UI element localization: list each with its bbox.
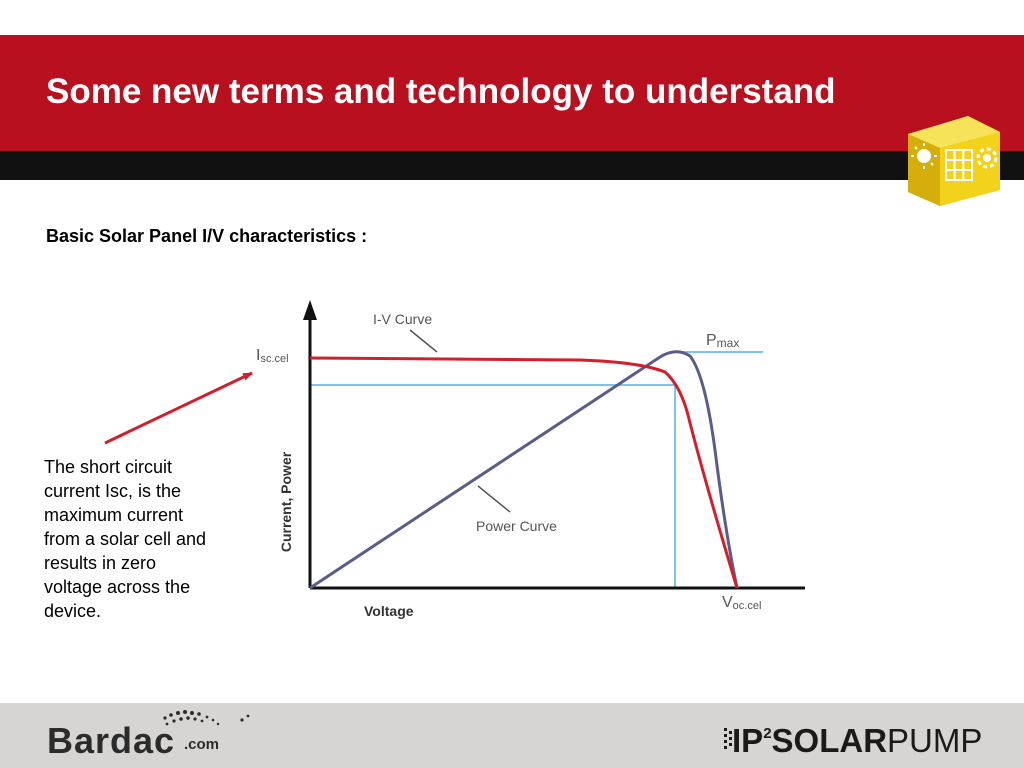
y-axis-arrow-icon bbox=[303, 300, 317, 320]
power-label-leader bbox=[478, 486, 510, 512]
power-curve bbox=[310, 352, 737, 588]
power-curve-label: Power Curve bbox=[476, 518, 557, 534]
subtitle: Basic Solar Panel I/V characteristics : bbox=[46, 226, 368, 246]
pmax-label: Pmax bbox=[706, 332, 740, 350]
slide-title: Some new terms and technology to understand bbox=[46, 72, 836, 111]
isc-label: Isc.cel bbox=[256, 347, 289, 365]
guide-lines bbox=[310, 352, 763, 588]
x-axis-label: Voltage bbox=[364, 603, 414, 619]
ip-prefix: IP bbox=[732, 722, 764, 759]
solar-word: SOLAR bbox=[771, 722, 888, 759]
ip2-solarpump-wordmark bbox=[732, 722, 982, 760]
iv-label-leader bbox=[410, 330, 437, 352]
bardac-wordmark: Bardac bbox=[47, 720, 176, 761]
iv-curve bbox=[310, 358, 737, 588]
ip2-solarpump-logo bbox=[722, 720, 992, 760]
isc-description: The short circuit current Isc, is the maximum current from a solar cell and results in zero voltage across the device. bbox=[44, 457, 207, 621]
pump-word: PUMP bbox=[887, 722, 983, 759]
bardac-domain-suffix: .com bbox=[184, 736, 220, 753]
ip-superscript: 2 bbox=[763, 725, 772, 742]
y-axis-label: Current, Power bbox=[278, 451, 294, 553]
bardac-logo bbox=[47, 718, 257, 763]
iv-curve-label: I-V Curve bbox=[373, 311, 433, 327]
isc-pointer-arrow bbox=[105, 373, 252, 443]
voc-label: Voc.cel bbox=[722, 594, 762, 612]
